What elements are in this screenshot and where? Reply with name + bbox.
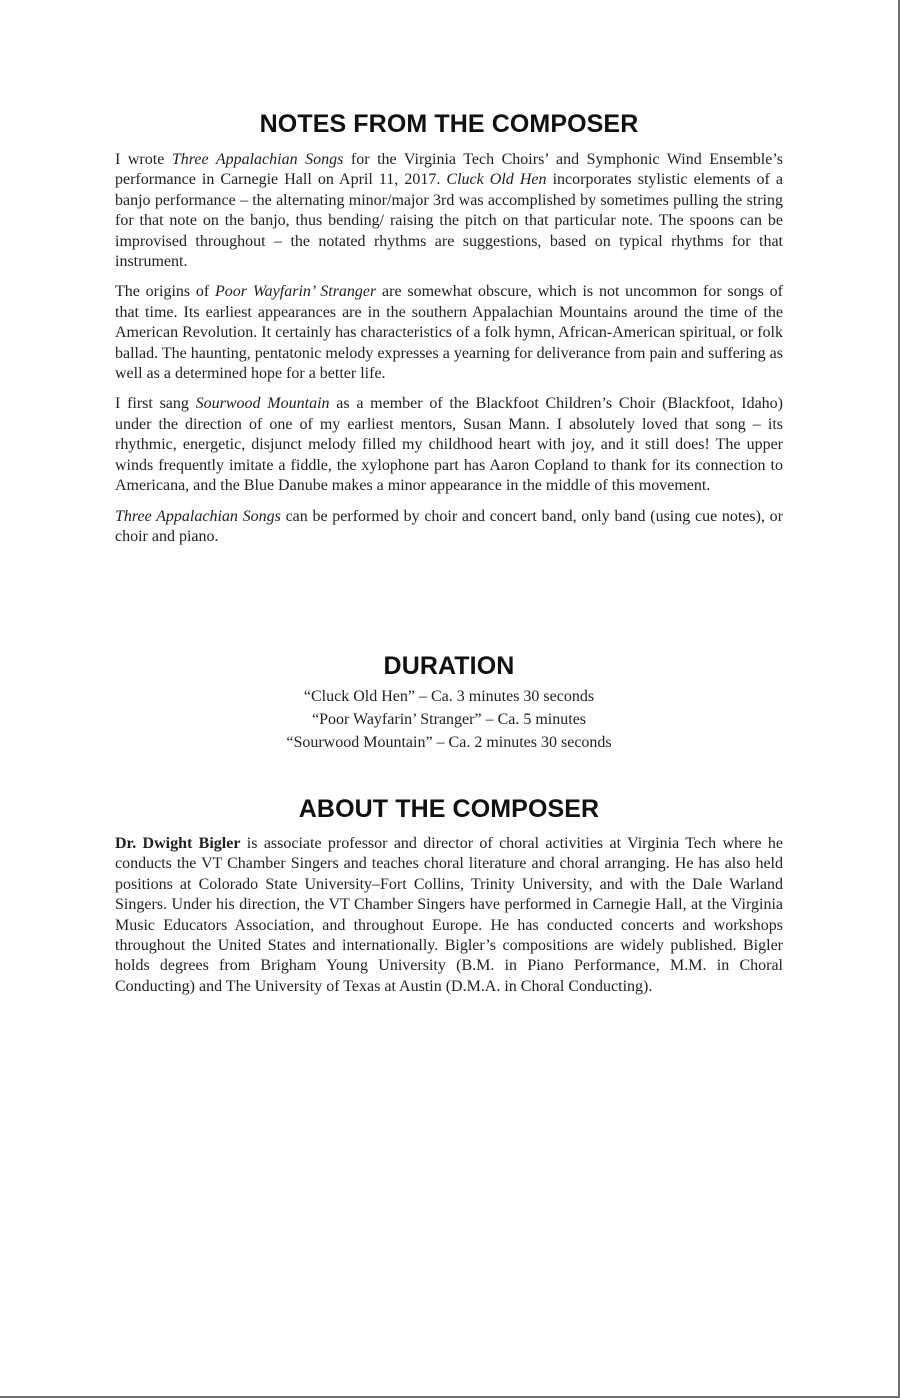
duration-heading: DURATION <box>383 652 515 680</box>
song-title: Poor Wayfarin’ Stranger <box>215 283 377 301</box>
song-title: Sourwood Mountain <box>195 395 330 413</box>
song-set-title: Three Appalachian Songs <box>115 507 281 525</box>
text-run: I wrote <box>115 151 172 168</box>
notes-paragraph-3 <box>115 394 783 496</box>
text-run: I first sang <box>115 395 196 413</box>
about-heading: ABOUT THE COMPOSER <box>298 795 600 823</box>
notes-paragraph-2 <box>115 282 783 384</box>
song-set-title: Three Appalachian Songs <box>171 151 344 168</box>
notes-paragraph-1 <box>115 150 783 272</box>
text-run: incorporates stylistic elements of a banjo performance – the alternating minor/major 3rd was accomplished by sometimes pulling the string for that note on the banjo, thus bending/ raising the pitch on that particular note. The spoons can be improvised throughout – the notated rhythms are suggestions, based on typical rhythms for that instrument. <box>115 171 784 271</box>
text-run: is associate professor and director of choral activities at Virginia Tech where he conducts the VT Chamber Singers and teaches choral literature and choral arranging. He has also held positions at Colorado State University–Fort Collins, Trinity University, and with the Dale Warland Singers. Under his direction, the VT Chamber Singers have performed in Carnegie Hall, at the Virginia Music Educators Association, and throughout Europe. He has conducted concerts and workshops throughout the United States and internationally. Bigler’s compositions are widely published. Bigler holds degrees from Brigham Young University (B.M. in Piano Performance, M.M. in Choral Conducting) and The University of Texas at Austin (D.M.A. in Choral Conducting). <box>115 835 784 995</box>
about-paragraph <box>115 834 783 997</box>
duration-list <box>115 685 783 754</box>
notes-heading: NOTES FROM THE COMPOSER <box>259 110 639 138</box>
song-title: Cluck Old Hen <box>446 171 547 189</box>
about-section <box>115 834 783 997</box>
text-run: The origins of <box>115 283 216 301</box>
text-run: are somewhat obscure, which is not uncommon for songs of that time. Its earliest appearances are in the southern Appalachian Mountains around the time of the American Revolution. It certainly has characteristics of a folk hymn, African-American spiritual, or folk ballad. The haunting, pentatonic melody expresses a yearning for deliverance from pain and suffering as well as a determined hope for a better life. <box>115 283 783 383</box>
text-run: for the Virginia Tech Choirs’ and Symphonic Wind Ensemble’s performance in Carnegie Hall on April 11, 2017. <box>115 151 783 189</box>
notes-section <box>115 150 783 547</box>
duration-item: “Poor Wayfarin’ Stranger” – Ca. 5 minutes <box>311 711 587 728</box>
text-run: as a member of the Blackfoot Children’s Choir (Blackfoot, Idaho) under the direction of one of my earliest mentors, Susan Mann. I absolutely loved that song – its rhythmic, energetic, disjunct melody filled my childhood heart with joy, and it still does! The upper winds frequently imitate a fiddle, the xylophone part has Aaron Copland to thank for its connection to Americana, and the Blue Danube makes a minor appearance in the middle of this movement. <box>115 395 784 495</box>
text-run: can be performed by choir and concert band, only band (using cue notes), or choir and piano. <box>115 507 784 545</box>
composer-name: Dr. Dwight Bigler <box>115 835 241 852</box>
notes-paragraph-4 <box>115 507 783 548</box>
duration-item: “Cluck Old Hen” – Ca. 3 minutes 30 seconds <box>303 688 595 705</box>
duration-item: “Sourwood Mountain” – Ca. 2 minutes 30 seconds <box>286 734 612 751</box>
